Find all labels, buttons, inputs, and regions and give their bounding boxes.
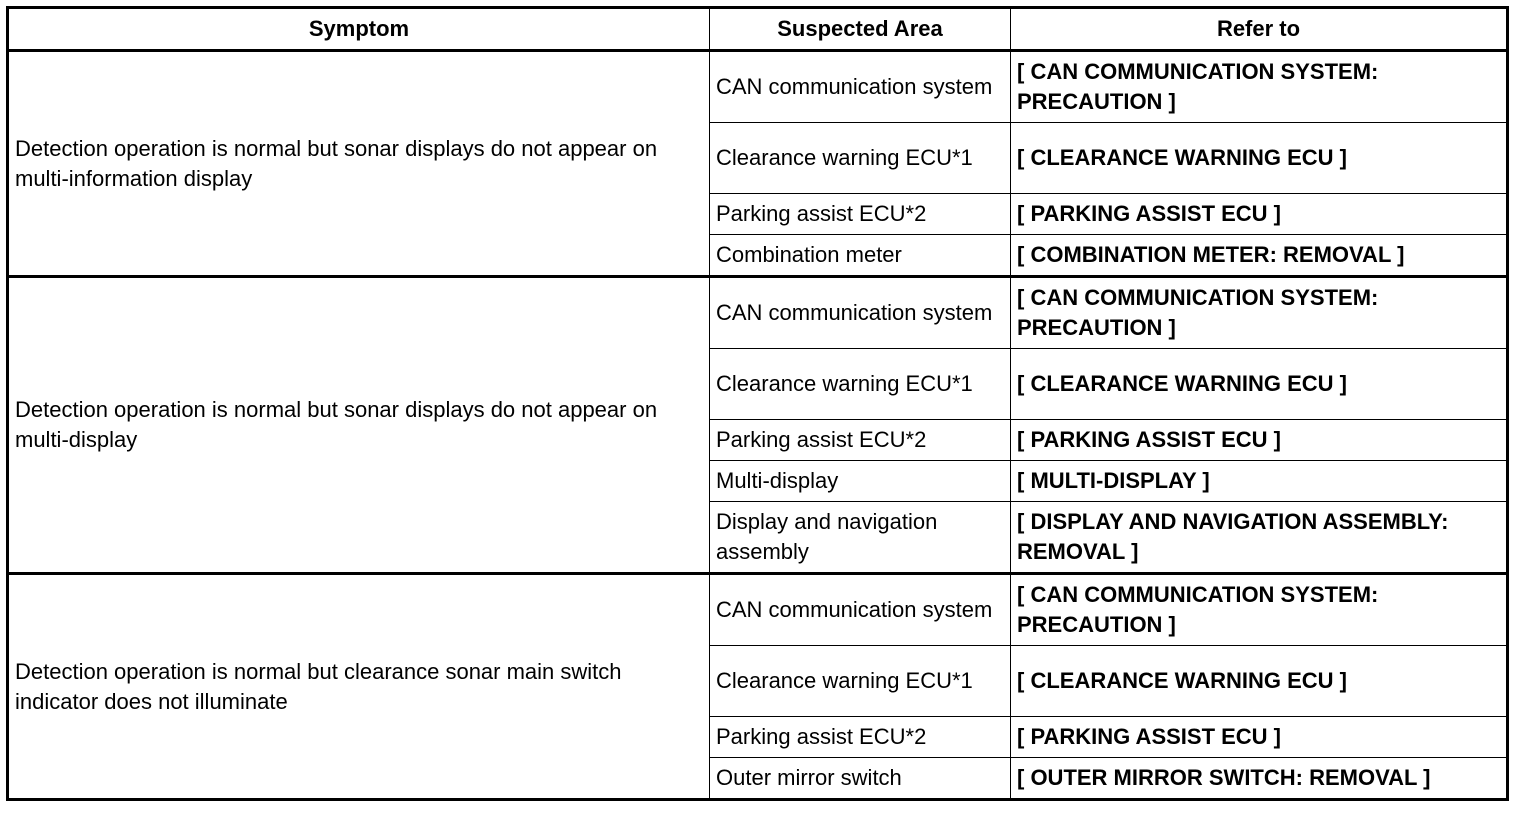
suspected-area-cell: Combination meter: [710, 235, 1011, 277]
suspected-area-cell: CAN communication system: [710, 277, 1011, 349]
refer-to-cell: [ CLEARANCE WARNING ECU ]: [1011, 123, 1508, 194]
refer-to-cell: [ CLEARANCE WARNING ECU ]: [1011, 349, 1508, 420]
table-row: [8, 574, 1508, 646]
refer-to-cell: [ CAN COMMUNICATION SYSTEM: PRECAUTION ]: [1011, 51, 1508, 123]
suspected-area-cell: Display and navigation assembly: [710, 502, 1011, 574]
refer-to-cell: [ PARKING ASSIST ECU ]: [1011, 717, 1508, 758]
suspected-area-cell: Outer mirror switch: [710, 758, 1011, 800]
symptom-cell: Detection operation is normal but sonar displays do not appear on multi-display: [8, 277, 710, 574]
troubleshooting-table: [6, 6, 1509, 801]
table-row: [8, 277, 1508, 349]
symptom-cell: Detection operation is normal but clearance sonar main switch indicator does not illuminate: [8, 574, 710, 800]
refer-to-cell: [ CAN COMMUNICATION SYSTEM: PRECAUTION ]: [1011, 277, 1508, 349]
suspected-area-cell: CAN communication system: [710, 574, 1011, 646]
refer-to-cell: [ PARKING ASSIST ECU ]: [1011, 420, 1508, 461]
refer-to-cell: [ CAN COMMUNICATION SYSTEM: PRECAUTION ]: [1011, 574, 1508, 646]
header-symptom: Symptom: [8, 8, 710, 51]
refer-to-cell: [ MULTI-DISPLAY ]: [1011, 461, 1508, 502]
suspected-area-cell: Clearance warning ECU*1: [710, 123, 1011, 194]
refer-to-cell: [ PARKING ASSIST ECU ]: [1011, 194, 1508, 235]
header-row: [8, 8, 1508, 51]
table-row: [8, 51, 1508, 123]
refer-to-cell: [ COMBINATION METER: REMOVAL ]: [1011, 235, 1508, 277]
suspected-area-cell: Parking assist ECU*2: [710, 717, 1011, 758]
suspected-area-cell: Multi-display: [710, 461, 1011, 502]
suspected-area-cell: Clearance warning ECU*1: [710, 349, 1011, 420]
header-suspected-area: Suspected Area: [710, 8, 1011, 51]
symptom-cell: Detection operation is normal but sonar displays do not appear on multi-information display: [8, 51, 710, 277]
suspected-area-cell: CAN communication system: [710, 51, 1011, 123]
suspected-area-cell: Parking assist ECU*2: [710, 420, 1011, 461]
refer-to-cell: [ OUTER MIRROR SWITCH: REMOVAL ]: [1011, 758, 1508, 800]
suspected-area-cell: Clearance warning ECU*1: [710, 646, 1011, 717]
suspected-area-cell: Parking assist ECU*2: [710, 194, 1011, 235]
refer-to-cell: [ CLEARANCE WARNING ECU ]: [1011, 646, 1508, 717]
refer-to-cell: [ DISPLAY AND NAVIGATION ASSEMBLY: REMOVAL ]: [1011, 502, 1508, 574]
header-refer-to: Refer to: [1011, 8, 1508, 51]
